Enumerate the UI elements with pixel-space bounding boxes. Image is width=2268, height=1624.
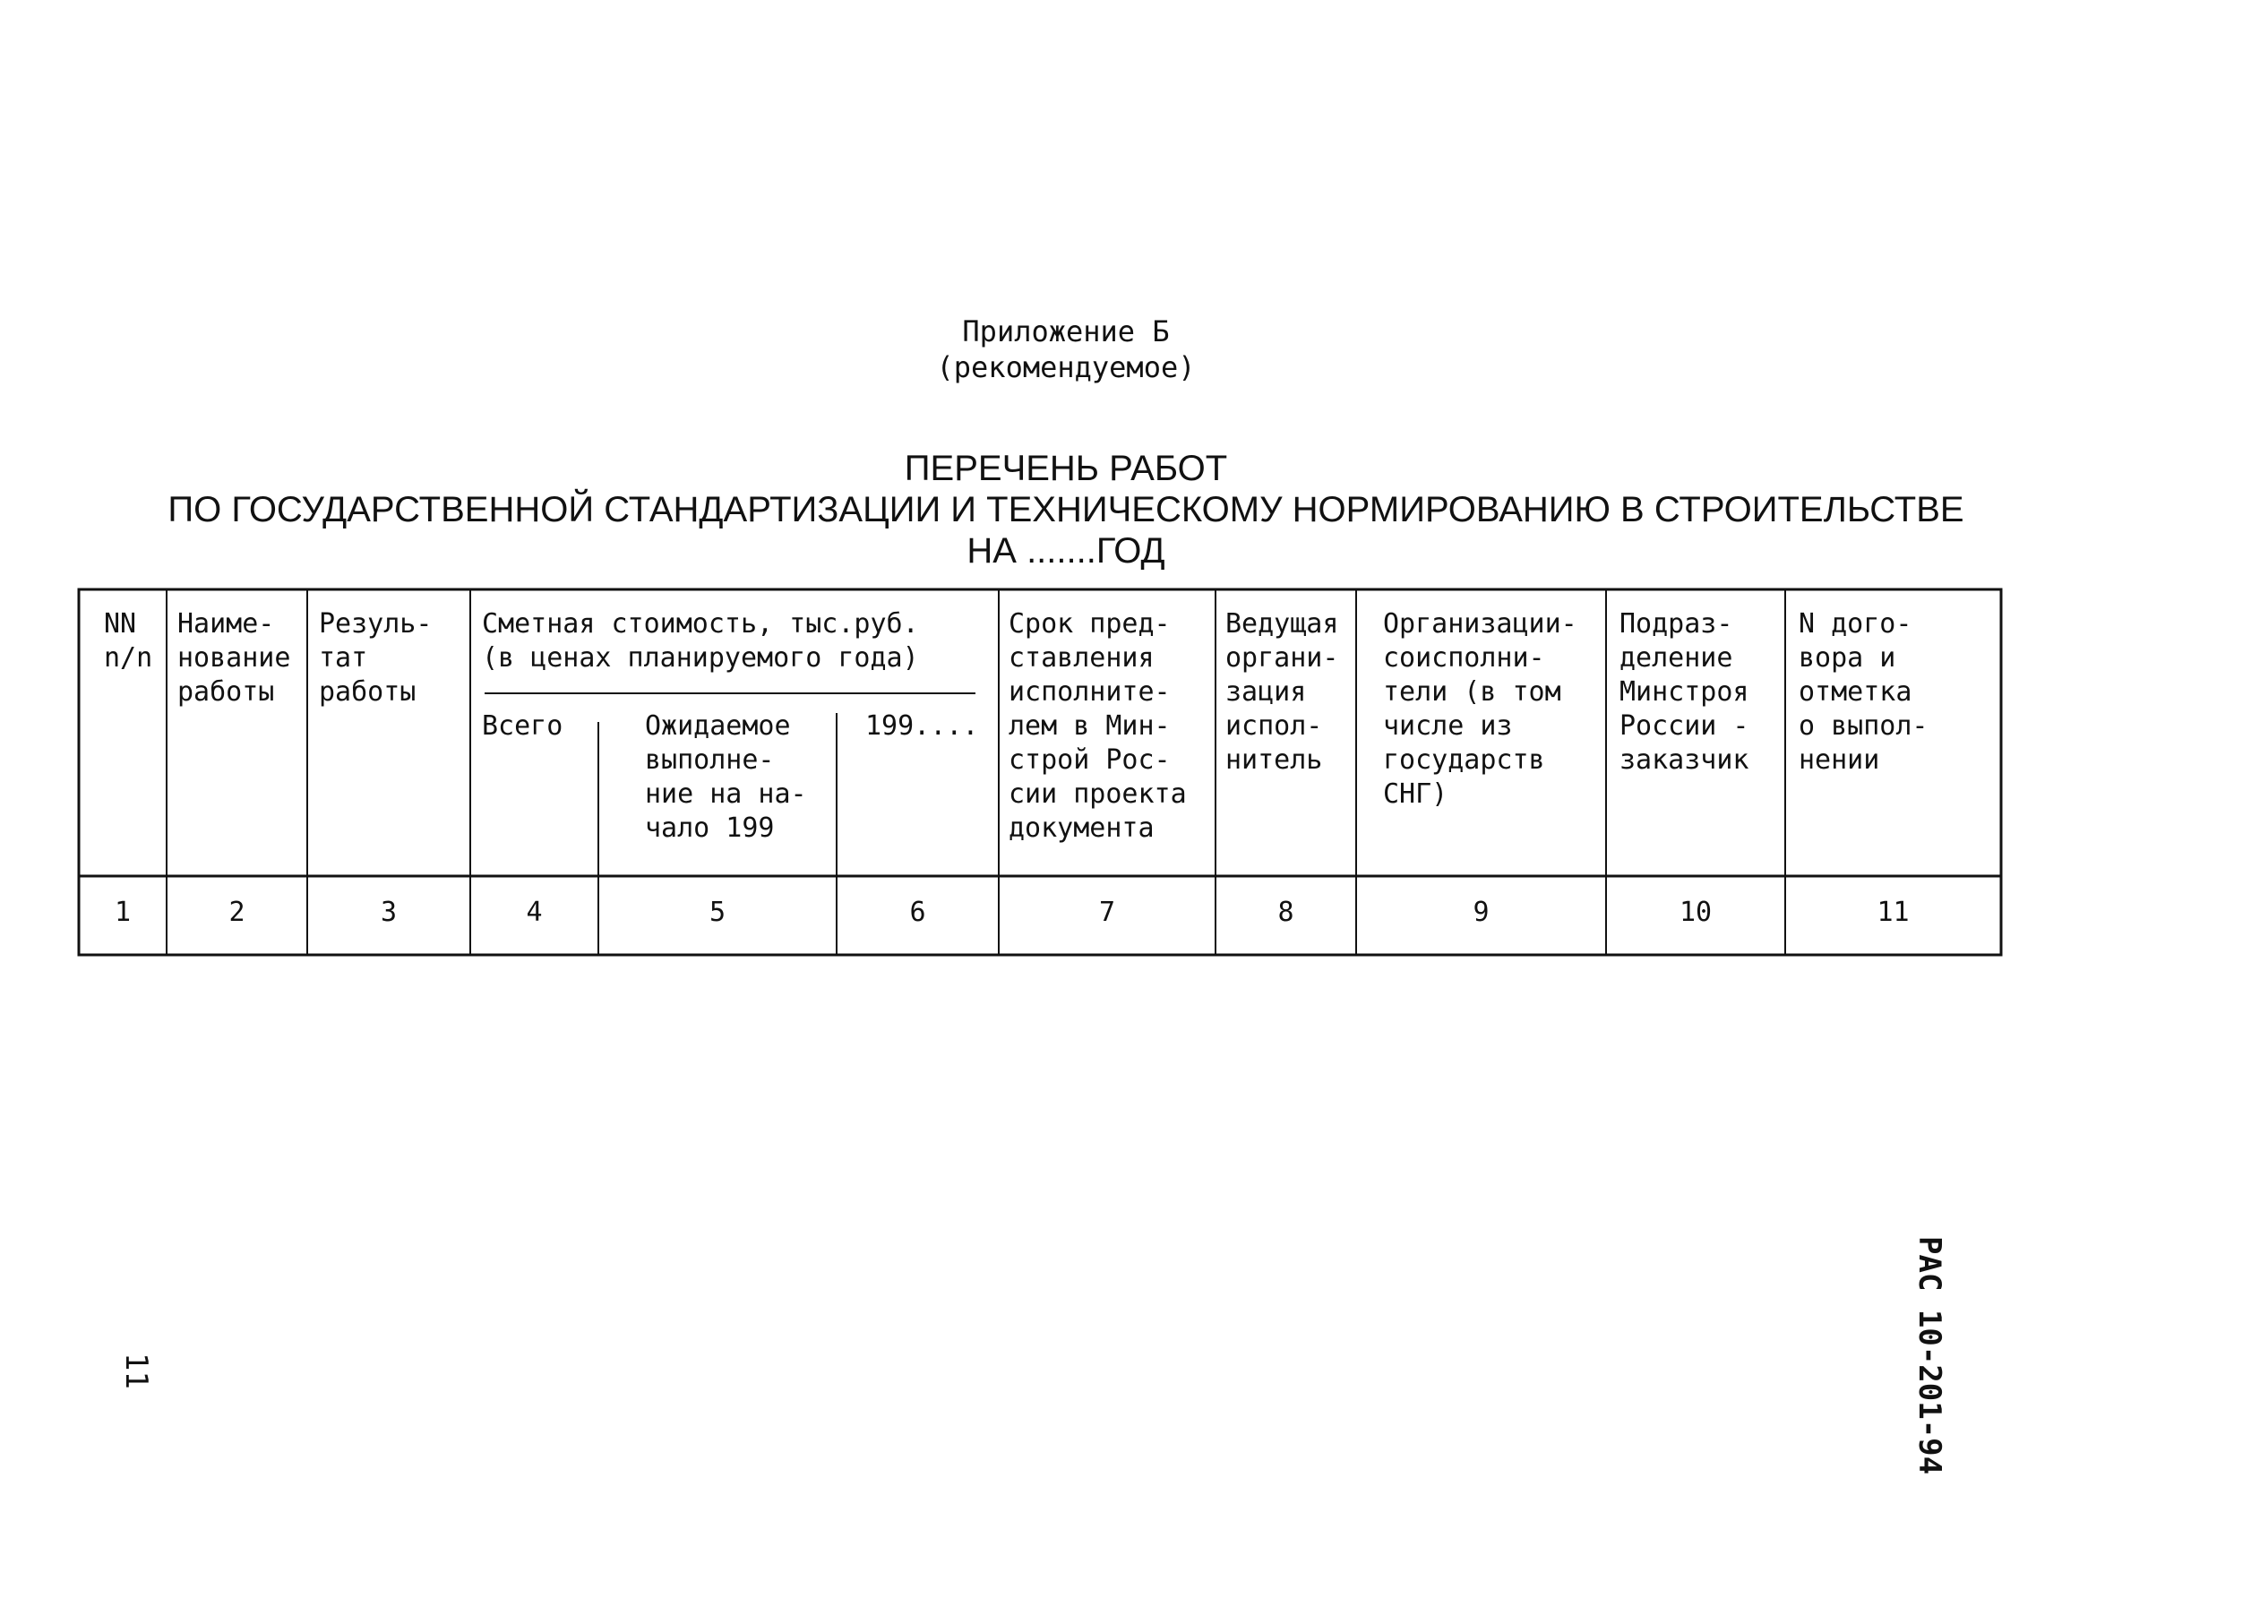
header-col-1: NN n/n (104, 608, 153, 674)
title-line-3: НА .......ГОД (966, 531, 1165, 571)
header-col-6: 199.... (865, 710, 979, 742)
column-number-3: 3 (380, 897, 398, 928)
header-col-4: Всего (482, 710, 563, 742)
page-number-text: 11 (118, 1353, 154, 1389)
document-title (90, 448, 2042, 571)
header-col-9: Организации- соисполни- тели (в том числе из государств СНГ) (1383, 608, 1577, 810)
header-col-5: Ожидаемое выполне- ние на на- чало 199 (645, 710, 807, 844)
column-number-11: 11 (1877, 897, 1910, 928)
header-col-10: Подраз- деление Минстроя России - заказчик (1619, 608, 1749, 776)
page-number (116, 1353, 170, 1406)
header-col-7: Срок пред- ставления исполните- лем в Мин- строй Рос- сии проекта документа (1009, 608, 1187, 844)
appendix-line-2: (рекомендуемое) (936, 350, 1196, 384)
header-col-2: Наиме- нование работы (177, 608, 291, 708)
header-cost-group: Сметная стоимость, тыс.руб. (в ценах планируемого года) (482, 608, 919, 674)
works-table (77, 588, 2003, 957)
document-code-text: РАС 10-201-94 (1911, 1236, 1947, 1475)
column-number-1: 1 (114, 897, 132, 928)
title-line-2: ПО ГОСУДАРСТВЕННОЙ СТАНДАРТИЗАЦИИ И ТЕХНИЧЕСКОМУ НОРМИРОВАНИЮ В СТРОИТЕЛЬСТВЕ (168, 490, 1964, 529)
column-number-6: 6 (909, 897, 926, 928)
column-number-9: 9 (1473, 897, 1490, 928)
column-number-10: 10 (1679, 897, 1713, 928)
column-number-2: 2 (228, 897, 245, 928)
document-code (1904, 1236, 1958, 1505)
column-number-5: 5 (709, 897, 726, 928)
appendix-label (896, 314, 1236, 385)
header-col-3: Резуль- тат работы (319, 608, 433, 708)
column-number-4: 4 (526, 897, 543, 928)
header-col-8: Ведущая органи- зация испол- нитель (1225, 608, 1339, 776)
header-col-11: N дого- вора и отметка о выпол- нении (1799, 608, 1929, 776)
column-number-8: 8 (1277, 897, 1294, 928)
title-line-1: ПЕРЕЧЕНЬ РАБОТ (904, 449, 1228, 488)
appendix-line-1: Приложение Б (962, 314, 1170, 348)
column-number-7: 7 (1098, 897, 1116, 928)
